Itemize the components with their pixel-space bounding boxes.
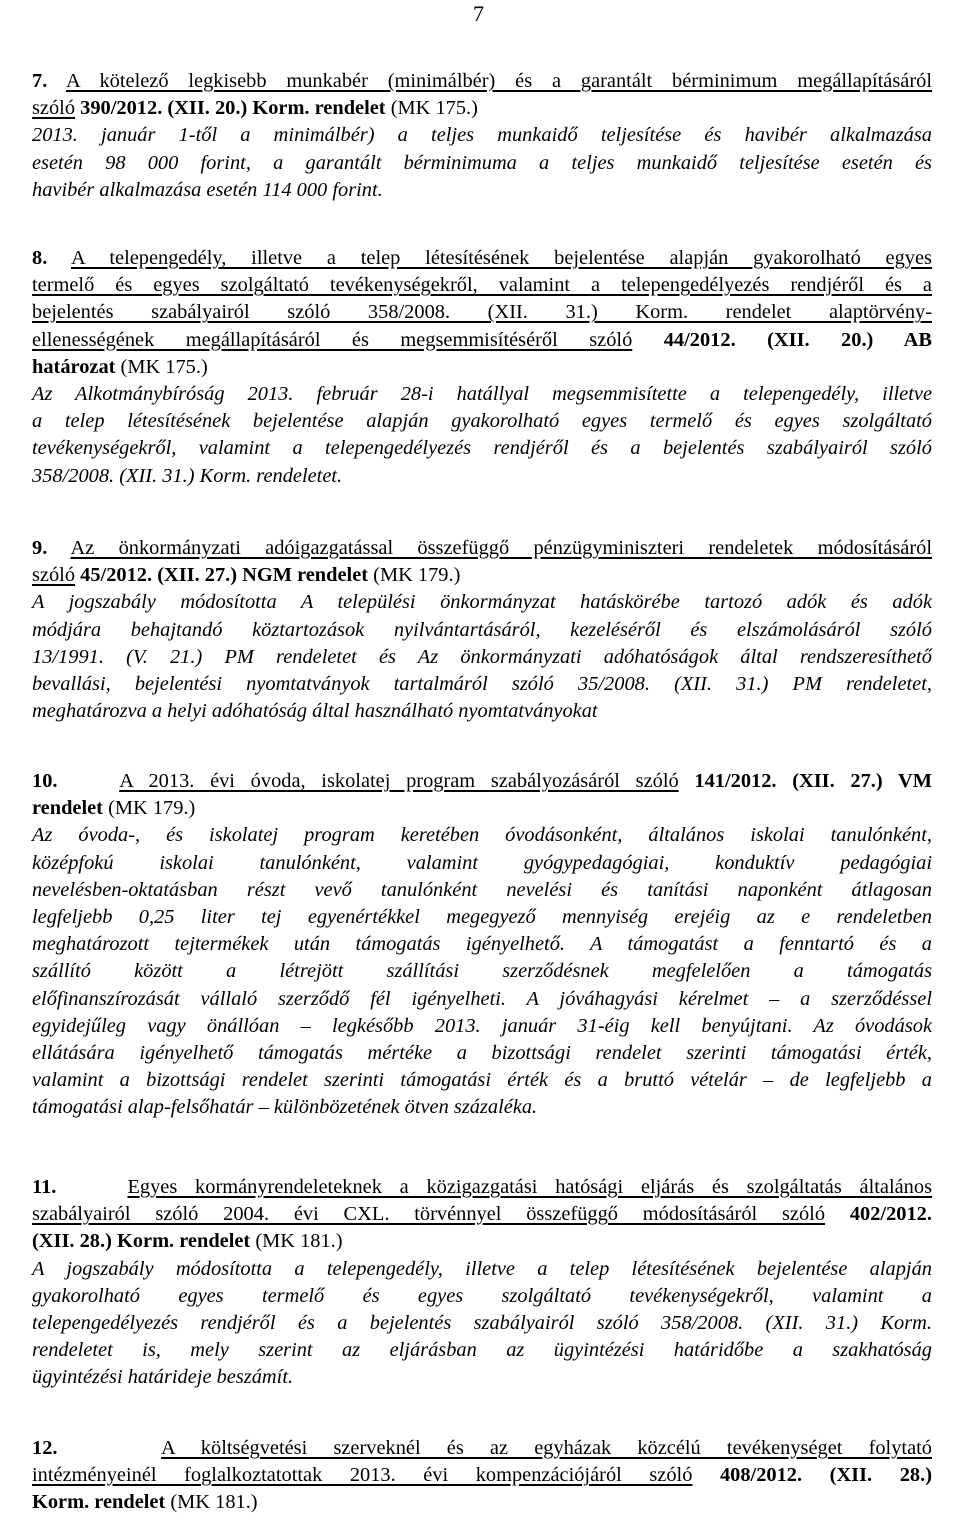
section-7: [32, 68, 932, 204]
section-9-title-line-1: 9. Az önkormányzati adóigazgatással összefüggő pénzügyminiszteri rendeletek módosításáról: [32, 537, 932, 559]
section-12-title-line-1: 12. A költségvetési szerveknél és az egyházak közcélú tevékenységet folytató: [32, 1437, 932, 1459]
section-11-title-line-1: 11. Egyes kormányrendeleteknek a közigazgatási hatósági eljárás és szolgáltatás általános: [32, 1176, 933, 1198]
section-11-body-line-2: gyakorolható egyes termelő és egyes szolgáltató tevékenységekről, valamint a: [32, 1284, 932, 1307]
gazette-reference: (MK 179.): [108, 797, 196, 820]
legal-reference: 408/2012. (XII. 28.): [719, 1464, 932, 1487]
section-number: 11.: [32, 1176, 57, 1198]
section-10-body-line-9: ellátására igényelhető támogatás mértéke a bizottsági rendelet szerinti támogatási érték,: [32, 1042, 932, 1065]
section-7-body-line-2: esetén 98 000 forint, a garantált bérminimuma a teljes munkaidő teljesítése esetén és: [32, 151, 932, 174]
section-11-body-line-4: rendeletet is, mely szerint az eljárásban az ügyintézési határidőbe a szakhatóság: [32, 1339, 932, 1362]
section-8-title-line-2: termelő és egyes szolgáltató tevékenységekről, valamint a telepengedélyezés rendjéről és a: [32, 274, 932, 297]
legal-reference: 44/2012. (XII. 20.) AB: [663, 328, 932, 351]
section-12: [32, 1435, 932, 1517]
section-11-body-line-1: A jogszabály módosította a telepengedély, illetve a telep létesítésének bejelentése alapján: [32, 1257, 932, 1280]
section-8-body-line-4: 358/2008. (XII. 31.) Korm. rendeletet.: [32, 464, 343, 487]
section-12-title-line-3: [32, 1489, 932, 1516]
section-number: 12.: [32, 1437, 58, 1459]
legal-reference-cont: rendelet: [32, 797, 103, 820]
section-12-title-line-2: intézményeinél foglalkoztatottak 2013. évi kompenzációjáról szóló 408/2012. (XII. 28.): [32, 1464, 932, 1487]
section-10-body-line-10: valamint a bizottsági rendelet szerinti támogatási érték és a bruttó vételár – de legfeljebb a: [32, 1069, 932, 1092]
gazette-reference: (MK 181.): [255, 1230, 343, 1253]
section-9-body-line-4: bevallási, bejelentési nyomtatványok tartalmáról szóló 35/2008. (XII. 31.) PM rendeletet,: [32, 673, 932, 696]
legal-reference-cont: Korm. rendelet: [32, 1491, 166, 1514]
section-7-body-line-3: havibér alkalmazása esetén 114 000 forint.: [32, 178, 383, 201]
legal-reference-cont: határozat: [32, 355, 116, 378]
section-8-body-line-3: tevékenységekről, valamint a telepengedélyezés rendjéről és a bejelentés szabályairól szóló: [32, 437, 932, 460]
section-8: [32, 245, 932, 490]
section-10-body-line-7: előfinanszírozását vállaló szerződő fél igényelheti. A jóváhagyási kérelmet – a szerződéssel: [32, 987, 932, 1010]
section-10: [32, 768, 932, 1122]
section-number: 9.: [32, 537, 48, 559]
section-10-body-line-2: középfokú iskolai tanulónként, valamint gyógypedagógiai, konduktív pedagógiai: [32, 851, 932, 874]
section-10-body-line-4: legfeljebb 0,25 liter tej egyenértékkel megegyező mennyiség erejéig az e rendeletben: [32, 906, 932, 929]
section-9: [32, 535, 932, 725]
gazette-reference: (MK 175.): [390, 97, 478, 120]
section-7-title-line-2: szóló 390/2012. (XII. 20.) Korm. rendelet (MK 175.): [32, 97, 478, 120]
section-number: 10.: [32, 770, 58, 792]
legal-reference: 45/2012. (XII. 27.) NGM rendelet: [80, 564, 369, 587]
section-11: [32, 1174, 932, 1392]
gazette-reference: (MK 179.): [373, 564, 461, 587]
legal-reference: 402/2012.: [849, 1203, 932, 1226]
section-10-body-line-8: egyidejűleg vagy önállóan – legkésőbb 2013. január 31-éig kell benyújtani. Az óvodások: [32, 1014, 932, 1037]
section-10-body-line-3: nevelésben-oktatásban részt vevő tanulónként nevelési és tanítási naponként átlagosan: [32, 878, 932, 901]
section-number: 7.: [32, 70, 48, 92]
section-9-body-line-3: 13/1991. (V. 21.) PM rendeletet és Az önkormányzati adóhatóságok által rendszeresíthető: [32, 645, 932, 668]
gazette-reference: (MK 181.): [170, 1491, 258, 1514]
section-8-title-line-4: ellenességének megállapításáról és megsemmisítéséről szóló 44/2012. (XII. 20.) AB: [32, 328, 932, 351]
section-7-body-line-1: 2013. január 1-től a minimálbér) a teljes munkaidő teljesítése és havibér alkalmazása: [32, 124, 932, 147]
section-11-title-line-2: szabályairól szóló 2004. évi CXL. törvénnyel összefüggő módosításáról szóló 402/2012.: [32, 1203, 932, 1226]
section-9-title-line-2: szóló 45/2012. (XII. 27.) NGM rendelet (MK 179.): [32, 564, 461, 587]
section-8-title-line-3: bejelentés szabályairól szóló 358/2008. (XII. 31.) Korm. rendelet alaptörvény-: [32, 301, 932, 324]
section-10-body-line-6: szállító között a létrejött szállítási szerződésnek megfelelően a támogatás: [32, 960, 932, 983]
section-10-body-line-5: meghatározott tejtermékek után támogatás igényelhető. A támogatást a fenntartó és a: [32, 933, 932, 956]
section-number: 8.: [32, 247, 48, 269]
legal-reference-cont: (XII. 28.) Korm. rendelet: [32, 1230, 251, 1253]
section-7-title-line-1: 7. A kötelező legkisebb munkabér (minimálbér) és a garantált bérminimum megállapításáról: [32, 70, 932, 92]
section-9-body-line-1: A jogszabály módosította A települési önkormányzat hatáskörébe tartozó adók és adók: [32, 591, 932, 614]
section-10-title-line-1: 10. A 2013. évi óvoda, iskolatej program szabályozásáról szóló 141/2012. (XII. 27.) VM: [32, 770, 932, 792]
section-8-body-line-1: Az Alkotmánybíróság 2013. február 28-i hatállyal megsemmisítette a telepengedély, illetve: [32, 383, 932, 406]
section-9-body-line-2: módjára behajtandó köztartozások nyilvántartásáról, kezeléséről és elszámolásáról szóló: [32, 618, 932, 641]
section-8-body-line-2: a telep létesítésének bejelentése alapján gyakorolható egyes termelő és egyes szolgáltató: [32, 410, 932, 433]
section-8-title-line-1: 8. A telepengedély, illetve a telep létesítésének bejelentése alapján gyakorolható egyes: [32, 247, 932, 269]
legal-reference: 390/2012. (XII. 20.) Korm. rendelet: [80, 97, 386, 120]
section-11-body-line-3: telepengedélyezés rendjéről és a bejelentés szabályairól szóló 358/2008. (XII. 31.) Korm.: [32, 1312, 932, 1335]
section-9-body-line-5: meghatározva a helyi adóhatóság által használható nyomtatványokat: [32, 700, 598, 723]
section-11-title-line-3: [32, 1228, 932, 1255]
section-8-title-line-5: [32, 354, 932, 381]
gazette-reference: (MK 175.): [120, 355, 208, 378]
section-10-title-line-2: [32, 795, 932, 822]
section-10-body-line-11: támogatási alap-felsőhatár – különbözetének ötven százaléka.: [32, 1096, 538, 1119]
section-11-body-line-5: ügyintézési határideje beszámít.: [32, 1366, 294, 1389]
page-number: 7: [473, 1, 484, 26]
legal-reference: 141/2012. (XII. 27.) VM: [694, 770, 932, 792]
section-10-body-line-1: Az óvoda-, és iskolatej program keretében óvodásonként, általános iskolai tanulónként,: [32, 824, 932, 847]
